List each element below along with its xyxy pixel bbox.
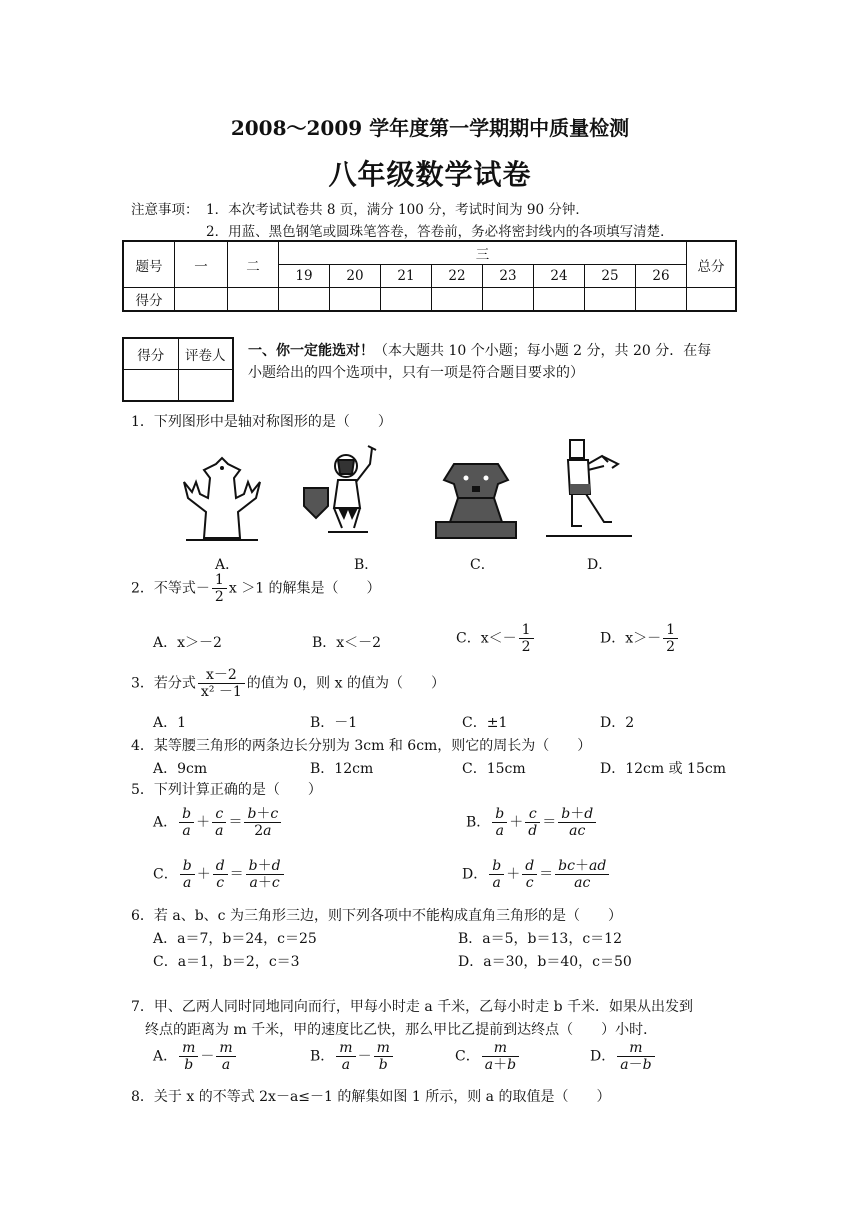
q2-den: 2 xyxy=(214,589,224,606)
q3-den: x² －1 xyxy=(200,684,242,701)
q2-stem-a: 2．不等式－ xyxy=(131,580,210,597)
header-cell-two: 二 xyxy=(228,241,279,288)
score-input-cell[interactable] xyxy=(381,288,432,312)
q5-option-a: A． $\frac{b}{a}$ ＋ $\frac{c}{a}$ ＝ $\frac{b+c}{2a}$ xyxy=(153,806,283,839)
score-input-cell[interactable] xyxy=(432,288,483,312)
q6-option-b: B．a＝5，b＝13，c＝12 xyxy=(458,931,622,947)
q3-option-a: A．1 xyxy=(153,715,187,731)
q3-stem-b: 的值为 0，则 x 的值为（ ） xyxy=(246,675,445,692)
q2-option-b: B．x＜－2 xyxy=(312,635,382,651)
score-table xyxy=(122,240,737,312)
dog-figure xyxy=(428,458,524,542)
score-input-cell[interactable] xyxy=(228,288,279,312)
section-desc-1: （本大题共 10 个小题；每小题 2 分，共 20 分．在每 xyxy=(374,343,712,359)
score-input-cell[interactable] xyxy=(687,288,737,312)
sub-cell: 26 xyxy=(636,265,687,288)
sub-cell: 21 xyxy=(381,265,432,288)
header-cell-one: 一 xyxy=(175,241,228,288)
q7-option-b: B． $\frac{m}{a}$ － $\frac{m}{b}$ xyxy=(310,1040,395,1073)
q2-stem-b: x ＞1 的解集是（ ） xyxy=(228,580,381,597)
q8-stem: 8．关于 x 的不等式 2x－a≤－1 的解集如图 1 所示，则 a 的取值是（ ） xyxy=(131,1089,611,1105)
q4-option-d: D．12cm 或 15cm xyxy=(600,761,726,777)
q2-option-c: C．x＜－ xyxy=(456,630,517,647)
q1-label-d: D． xyxy=(587,557,613,573)
q5-option-d: D． $\frac{b}{a}$ ＋ $\frac{d}{c}$ ＝ $\frac{bc+ad}{ac}$ xyxy=(462,858,611,891)
q7-stem-2: 终点的距离为 m 千米，甲的速度比乙快，那么甲比乙提前到达终点（ ）小时． xyxy=(145,1022,658,1038)
sub-cell: 24 xyxy=(534,265,585,288)
q6-option-d: D．a＝30，b＝40，c＝50 xyxy=(458,954,632,970)
section-desc-2: 小题给出的四个选项中，只有一项是符合题目要求的） xyxy=(248,365,584,381)
grader-name-input[interactable] xyxy=(178,370,233,402)
q7-option-a: A． $\frac{m}{b}$ － $\frac{m}{a}$ xyxy=(153,1040,238,1073)
grader-name-label: 评卷人 xyxy=(178,338,233,370)
q4-option-b: B．12cm xyxy=(310,761,374,777)
grader-score-label: 得分 xyxy=(123,338,178,370)
sub-cell: 19 xyxy=(279,265,330,288)
score-row-label: 得分 xyxy=(123,288,175,312)
q6-option-c: C．a＝1，b＝2，c＝3 xyxy=(153,954,300,970)
q2-num: 1 xyxy=(212,572,227,589)
q1-label-a: A． xyxy=(215,557,240,573)
q6-option-a: A．a＝7，b＝24，c＝25 xyxy=(153,931,317,947)
q4-stem: 4．某等腰三角形的两条边长分别为 3cm 和 6cm，则它的周长为（ ） xyxy=(131,738,592,754)
q5-stem: 5．下列计算正确的是（ ） xyxy=(131,782,322,798)
person-figure xyxy=(542,436,636,542)
note-2: 2．用蓝、黑色钢笔或圆珠笔答卷，答卷前，务必将密封线内的各项填写清楚． xyxy=(206,224,674,240)
tree-figure xyxy=(176,452,268,544)
score-input-cell[interactable] xyxy=(585,288,636,312)
q7-option-d: D． $\frac{m}{a-b}$ xyxy=(590,1040,657,1073)
notes-label: 注意事项： xyxy=(131,202,199,218)
q3-option-b: B．－1 xyxy=(310,715,358,731)
q3-option-c: C．±1 xyxy=(462,715,508,731)
grader-table xyxy=(122,337,234,402)
q3-stem-a: 3．若分式 xyxy=(131,675,196,692)
note-1: 1．本次考试试卷共 8 页，满分 100 分，考试时间为 90 分钟． xyxy=(206,202,589,218)
score-input-cell[interactable] xyxy=(534,288,585,312)
q4-option-a: A．9cm xyxy=(153,761,208,777)
score-input-cell[interactable] xyxy=(483,288,534,312)
knight-figure xyxy=(302,440,386,542)
exam-subtitle: 八年级数学试卷 xyxy=(328,158,532,191)
score-input-cell[interactable] xyxy=(636,288,687,312)
q5-option-c: C． $\frac{b}{a}$ ＋ $\frac{d}{c}$ ＝ $\frac{b+d}{a+c}$ xyxy=(153,858,286,891)
q1-label-b: B． xyxy=(354,557,379,573)
sub-cell: 22 xyxy=(432,265,483,288)
section-heading: 一、你一定能选对！ xyxy=(248,343,374,359)
q6-stem: 6．若 a、b、c 为三角形三边，则下列各项中不能构成直角三角形的是（ ） xyxy=(131,908,622,924)
q2-option-d: D．x＞－ xyxy=(600,630,662,647)
q3-num: x－2 xyxy=(198,667,245,684)
grader-score-input[interactable] xyxy=(123,370,178,402)
header-cell-total: 总分 xyxy=(687,241,737,288)
exam-title: 2008～2009 学年度第一学期期中质量检测 xyxy=(230,116,630,140)
q4-option-c: C．15cm xyxy=(462,761,526,777)
header-cell-three: 三 xyxy=(279,241,687,265)
score-input-cell[interactable] xyxy=(175,288,228,312)
score-input-cell[interactable] xyxy=(279,288,330,312)
score-input-cell[interactable] xyxy=(330,288,381,312)
sub-cell: 23 xyxy=(483,265,534,288)
q3-option-d: D．2 xyxy=(600,715,635,731)
header-cell-title: 题号 xyxy=(123,241,175,288)
sub-cell: 25 xyxy=(585,265,636,288)
q7-stem-1: 7．甲、乙两人同时同地同向而行，甲每小时走 a 千米，乙每小时走 b 千米．如果从出发到 xyxy=(131,999,694,1015)
q1-stem: 1．下列图形中是轴对称图形的是（ ） xyxy=(131,414,392,430)
q1-label-c: C． xyxy=(470,557,495,573)
q7-option-c: C． $\frac{m}{a+b}$ xyxy=(455,1040,521,1073)
q5-option-b: B． $\frac{b}{a}$ ＋ $\frac{c}{d}$ ＝ $\frac{b+d}{ac}$ xyxy=(466,806,598,839)
q2-option-a: A．x＞－2 xyxy=(153,635,222,651)
sub-cell: 20 xyxy=(330,265,381,288)
